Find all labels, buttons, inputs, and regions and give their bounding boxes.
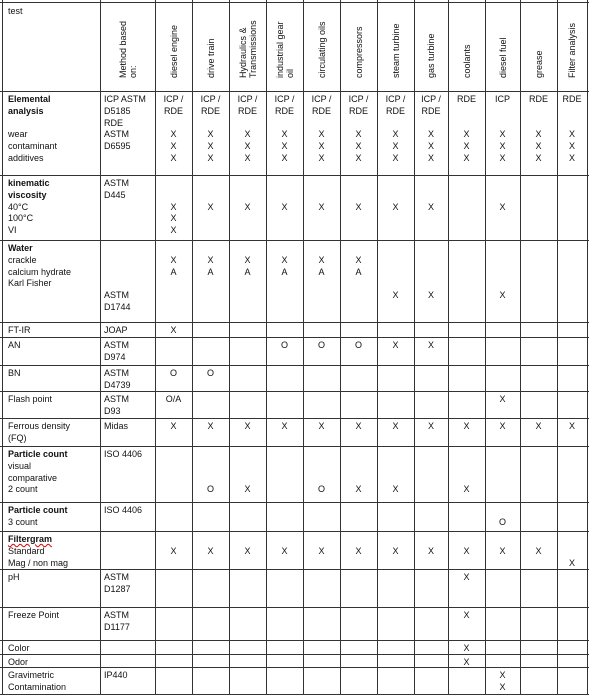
grid-hline <box>0 91 589 92</box>
matrix-cell: X <box>318 421 325 431</box>
matrix-cell: X <box>170 201 177 212</box>
test-name: 40°C <box>8 201 29 212</box>
test-name: 100°C <box>8 213 34 224</box>
matrix-cell: X <box>499 129 506 140</box>
matrix-cell: A <box>170 266 177 277</box>
method-text: D5185 <box>104 105 131 116</box>
matrix-cell: X <box>244 201 251 212</box>
matrix-cell: X <box>392 290 399 301</box>
matrix-cell: ICP / <box>200 94 221 104</box>
test-name: analysis <box>8 105 44 116</box>
matrix-cell: X <box>281 201 288 212</box>
grid-hline <box>0 446 589 447</box>
method-text: ASTM <box>104 290 130 301</box>
matrix-cell: X <box>244 141 251 152</box>
grid-hline <box>0 640 589 641</box>
grid-vline <box>2 0 3 695</box>
matrix-cell: X <box>281 153 288 163</box>
matrix-cell: X <box>535 545 542 556</box>
matrix-cell: X <box>207 201 214 212</box>
method-text: D1744 <box>104 302 131 312</box>
test-name: Flash point <box>8 394 53 404</box>
method-text: ASTM <box>104 178 130 188</box>
matrix-cell: ICP / <box>311 94 332 104</box>
matrix-cell: A <box>207 266 214 277</box>
matrix-cell: RDE <box>237 105 257 116</box>
method-text: ICP ASTM <box>104 94 146 104</box>
test-name: Gravimetric <box>8 670 55 680</box>
matrix-cell: X <box>170 225 177 236</box>
matrix-cell: RDE <box>200 105 220 116</box>
matrix-cell: X <box>318 254 325 265</box>
matrix-cell: X <box>207 141 214 152</box>
matrix-cell: RDE <box>421 105 441 116</box>
matrix-cell: X <box>392 484 399 495</box>
matrix-cell: X <box>318 201 325 212</box>
method-text: D93 <box>104 405 121 416</box>
matrix-cell: X <box>427 153 434 163</box>
matrix-cell: X <box>170 254 177 265</box>
matrix-cell: ICP / <box>385 94 406 104</box>
grid-hline <box>0 531 589 532</box>
matrix-cell: X <box>463 572 470 582</box>
grid-hline <box>0 175 589 176</box>
column-header: oil <box>284 68 295 78</box>
test-header: test <box>8 6 23 16</box>
matrix-cell: X <box>207 153 214 163</box>
matrix-cell: X <box>170 129 177 140</box>
matrix-cell: X <box>355 201 362 212</box>
matrix-cell: X <box>244 545 251 556</box>
matrix-cell: X <box>499 153 506 163</box>
matrix-cell: X <box>170 325 177 335</box>
grid-hline <box>0 418 589 419</box>
matrix-cell: ICP / <box>421 94 441 104</box>
test-name: 3 count <box>8 516 38 527</box>
matrix-cell: X <box>392 545 399 556</box>
matrix-cell: X <box>244 254 251 265</box>
matrix-cell: RDE <box>385 105 405 116</box>
matrix-cell: X <box>499 290 506 301</box>
matrix-cell: X <box>281 141 288 152</box>
method-header: on: <box>127 65 138 78</box>
method-text: ASTM <box>104 368 130 378</box>
test-name: BN <box>8 368 21 378</box>
test-name: Water <box>8 243 33 253</box>
matrix-cell: X <box>427 141 434 152</box>
matrix-cell: X <box>463 141 470 152</box>
method-text: ASTM <box>104 610 130 620</box>
method-text: JOAP <box>104 325 128 335</box>
test-name: Color <box>8 643 30 653</box>
matrix-cell: X <box>244 484 251 495</box>
matrix-cell: RDE <box>528 94 548 104</box>
test-name: Elemental <box>8 94 51 104</box>
matrix-cell: O <box>206 368 214 378</box>
test-name: Ferrous density <box>8 421 71 431</box>
grid-hline <box>0 502 589 503</box>
matrix-cell: X <box>427 290 434 301</box>
matrix-cell: X <box>568 153 575 163</box>
method-text: D974 <box>104 351 126 362</box>
matrix-cell: X <box>463 129 470 140</box>
matrix-cell: X <box>535 141 542 152</box>
matrix-cell: X <box>318 545 325 556</box>
method-text: D445 <box>104 189 126 200</box>
matrix-cell: A <box>244 266 251 277</box>
test-name: Standard <box>8 545 45 556</box>
column-header: compressors <box>353 26 364 78</box>
matrix-cell: X <box>392 129 399 140</box>
matrix-cell: X <box>318 153 325 163</box>
matrix-cell: X <box>244 421 251 431</box>
matrix-cell: X <box>427 129 434 140</box>
matrix-cell: ICP / <box>237 94 258 104</box>
column-header: Hydraulics & <box>237 27 248 78</box>
matrix-cell: X <box>499 394 506 404</box>
matrix-cell: O <box>498 516 506 527</box>
matrix-cell: X <box>244 153 251 163</box>
matrix-cell: ICP <box>494 94 510 104</box>
matrix-cell: X <box>568 421 575 431</box>
matrix-cell: RDE <box>348 105 368 116</box>
matrix-cell: X <box>244 129 251 140</box>
grid-hline <box>0 240 589 241</box>
method-text: D1287 <box>104 583 131 594</box>
matrix-cell: X <box>355 545 362 556</box>
grid-hline <box>0 667 589 668</box>
matrix-cell: X <box>427 340 434 350</box>
grid-hline <box>0 2 589 3</box>
matrix-cell: X <box>463 643 470 653</box>
matrix-cell: X <box>463 484 470 495</box>
matrix-cell: X <box>535 153 542 163</box>
grid-hline <box>0 391 589 392</box>
matrix-cell: X <box>281 254 288 265</box>
matrix-cell: X <box>392 340 399 350</box>
method-text: ASTM <box>104 129 130 140</box>
matrix-cell: X <box>207 129 214 140</box>
method-header: Method based <box>117 20 128 78</box>
matrix-cell: X <box>499 670 506 680</box>
method-text: Midas <box>104 421 129 431</box>
matrix-cell: X <box>499 201 506 212</box>
matrix-cell: X <box>170 213 177 224</box>
matrix-cell: X <box>355 484 362 495</box>
matrix-cell: O/A <box>165 394 182 404</box>
grid-hline <box>0 322 589 323</box>
matrix-cell: X <box>207 545 214 556</box>
test-name: wear <box>8 129 28 140</box>
matrix-cell: X <box>355 421 362 431</box>
matrix-cell: RDE <box>274 105 294 116</box>
method-text: ISO 4406 <box>104 449 143 459</box>
matrix-cell: X <box>568 129 575 140</box>
matrix-cell: X <box>392 141 399 152</box>
matrix-cell: RDE <box>562 94 582 104</box>
column-header: Filter analysis <box>567 22 577 78</box>
matrix-cell: RDE <box>456 94 476 104</box>
matrix-cell: X <box>427 201 434 212</box>
test-name: crackle <box>8 254 37 265</box>
matrix-cell: X <box>463 153 470 163</box>
matrix-cell: X <box>535 129 542 140</box>
test-name: FT-IR <box>8 325 31 335</box>
matrix-cell: X <box>392 421 399 431</box>
grid-hline <box>0 337 589 338</box>
grid-vline <box>587 0 588 695</box>
matrix-cell: X <box>355 254 362 265</box>
matrix-cell: X <box>535 421 542 431</box>
matrix-cell: X <box>170 545 177 556</box>
test-name: 2 count <box>8 484 38 495</box>
test-name: calcium hydrate <box>8 266 72 277</box>
column-header: diesel fuel <box>497 37 508 78</box>
matrix-cell: X <box>392 153 399 163</box>
method-text: D4739 <box>104 379 131 390</box>
matrix-cell: X <box>568 557 575 568</box>
column-header: gas turbine <box>426 33 436 78</box>
grid-hline <box>0 654 589 655</box>
column-header: circulating oils <box>316 21 327 78</box>
matrix-cell: X <box>318 141 325 152</box>
method-text: D1177 <box>104 621 130 632</box>
matrix-cell: ICP / <box>163 94 184 104</box>
matrix-cell: X <box>170 153 177 163</box>
matrix-cell: X <box>568 141 575 152</box>
method-text: D6595 <box>104 141 131 152</box>
matrix-cell: X <box>318 129 325 140</box>
matrix-cell: X <box>170 141 177 152</box>
matrix-cell: X <box>499 681 506 692</box>
matrix-cell: X <box>499 545 506 556</box>
test-name: kinematic <box>8 178 50 188</box>
matrix-cell: X <box>207 254 214 265</box>
matrix-cell: X <box>355 153 362 163</box>
matrix-cell: X <box>392 201 399 212</box>
test-name: Filtergram <box>8 534 53 544</box>
method-text: RDE <box>104 117 124 128</box>
test-name: Odor <box>8 657 29 667</box>
matrix-cell: X <box>463 610 470 620</box>
method-text: IP440 <box>104 670 128 680</box>
method-text: ISO 4406 <box>104 505 143 515</box>
test-name: VI <box>8 225 17 236</box>
matrix-cell: O <box>317 340 325 350</box>
matrix-cell: A <box>281 266 288 277</box>
test-name: Freeze Point <box>8 610 60 620</box>
test-name: Mag / non mag <box>8 557 69 568</box>
grid-hline <box>0 365 589 366</box>
matrix-cell: ICP / <box>274 94 295 104</box>
matrix-cell: X <box>281 545 288 556</box>
grid-vline <box>100 0 101 695</box>
matrix-cell: O <box>354 340 362 350</box>
matrix-cell: X <box>207 421 214 431</box>
method-text: ASTM <box>104 572 130 582</box>
matrix-cell: O <box>206 484 214 495</box>
matrix-cell: X <box>281 421 288 431</box>
column-header: Transmissions <box>247 20 258 78</box>
column-header: industrial gear <box>274 21 285 78</box>
test-name: contaminant <box>8 141 58 152</box>
matrix-cell: RDE <box>311 105 331 116</box>
matrix-cell: A <box>355 266 362 277</box>
matrix-cell: ICP / <box>348 94 369 104</box>
matrix-cell: X <box>427 421 434 431</box>
test-name: pH <box>8 572 20 582</box>
column-header: diesel engine <box>168 24 179 78</box>
test-name: Particle count <box>8 505 68 515</box>
test-name: (FQ) <box>8 432 27 443</box>
matrix-cell: X <box>355 141 362 152</box>
test-name: AN <box>8 340 21 350</box>
column-header: steam turbine <box>390 23 401 78</box>
matrix-cell: O <box>280 340 288 350</box>
test-name: Particle count <box>8 449 68 459</box>
matrix-cell: O <box>317 484 325 495</box>
matrix-cell: X <box>281 129 288 140</box>
matrix-cell: X <box>463 421 470 431</box>
matrix-cell: X <box>463 545 470 556</box>
column-header: coolants <box>461 44 472 78</box>
matrix-cell: X <box>463 657 470 667</box>
method-text: ASTM <box>104 394 130 404</box>
grid-hline <box>0 569 589 570</box>
test-name: Karl Fisher <box>8 278 52 289</box>
matrix-cell: X <box>499 141 506 152</box>
matrix-cell: X <box>355 129 362 140</box>
test-name: viscosity <box>8 189 47 200</box>
test-name: additives <box>8 153 44 163</box>
test-name: Contamination <box>8 681 67 692</box>
test-name: comparative <box>8 472 58 483</box>
matrix-cell: RDE <box>163 105 183 116</box>
method-text: ASTM <box>104 340 130 350</box>
test-name: visual <box>8 460 32 471</box>
column-header: grease <box>533 50 544 78</box>
matrix-cell: A <box>318 266 325 277</box>
matrix-cell: X <box>170 421 177 431</box>
column-header: drive train <box>205 38 216 78</box>
matrix-cell: O <box>169 368 177 378</box>
matrix-cell: X <box>499 421 506 431</box>
matrix-cell: X <box>427 545 434 556</box>
grid-hline <box>0 607 589 608</box>
